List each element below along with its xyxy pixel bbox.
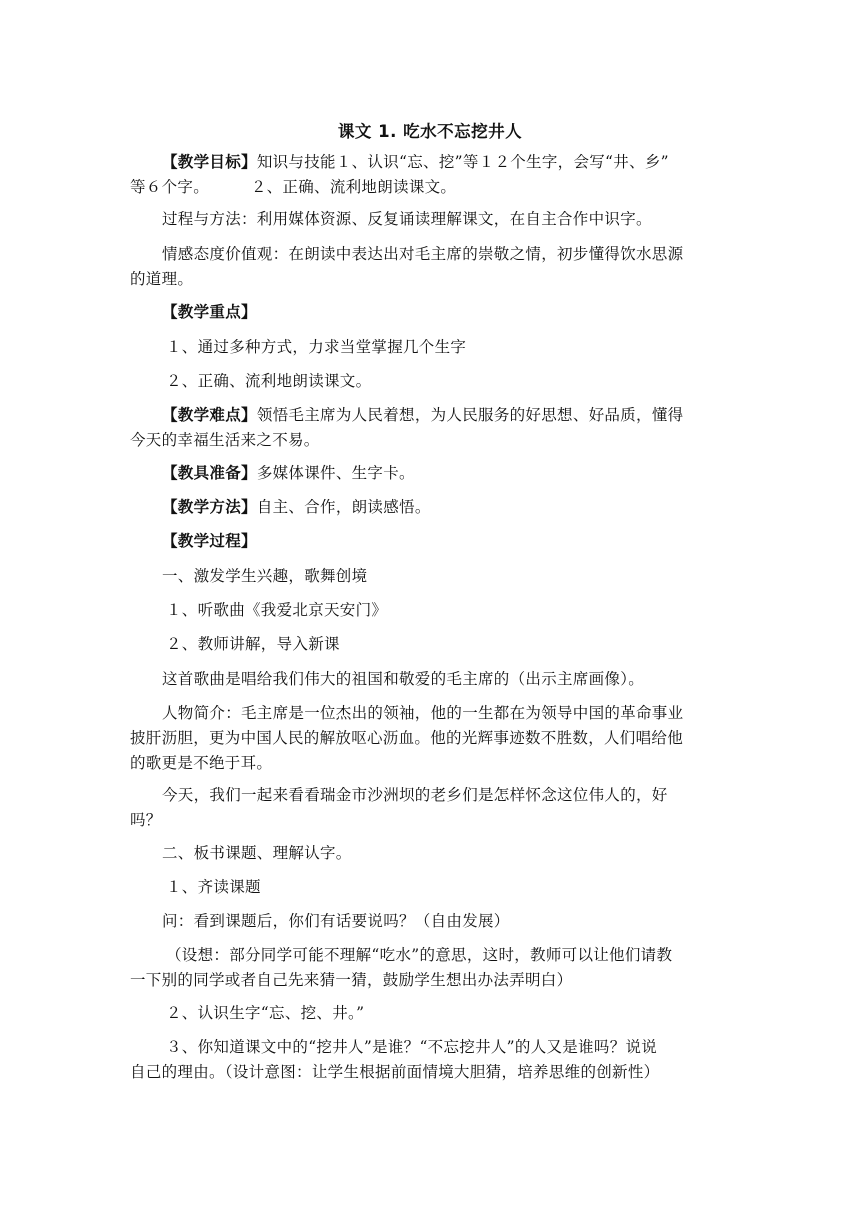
section-1-paragraph: 这首歌曲是唱给我们伟大的祖国和敬爱的毛主席的（出示主席画像）。 xyxy=(162,670,645,688)
assumption-text-1: （设想：部分同学可能不理解“吃水”的意思，这时，教师可以让他们请教 xyxy=(166,946,673,964)
biography-text-1: 人物简介：毛主席是一位杰出的领袖，他的一生都在为领导中国的革命事业 xyxy=(162,704,684,722)
teaching-goals-label: 【教学目标】 xyxy=(162,153,257,171)
teaching-tools xyxy=(130,461,732,486)
teaching-method-label: 【教学方法】 xyxy=(162,498,257,516)
assumption-text-2: 一下别的同学或者自己先来猜一猜，鼓励学生想出办法弄明白） xyxy=(130,971,573,989)
emotion-attitude-text-1: 情感态度价值观：在朗读中表达出对毛主席的崇敬之情，初步懂得饮水思源 xyxy=(162,245,684,263)
section-2-heading: 二、板书课题、理解认字。 xyxy=(162,844,352,862)
teaching-tools-text: 多媒体课件、生字卡。 xyxy=(256,464,415,482)
teaching-difficulty-label: 【教学难点】 xyxy=(162,406,257,424)
section-2-item-3 xyxy=(130,1035,732,1085)
section-2-item-1: １、齐读课题 xyxy=(166,878,261,896)
biography-text-2: 披肝沥胆，更为中国人民的解放呕心沥血。他的光辉事迹数不胜数，人们唱给他 xyxy=(130,729,684,747)
teaching-method-text: 自主、合作，朗读感悟。 xyxy=(256,498,431,516)
teaching-goals xyxy=(130,150,732,200)
emotion-attitude xyxy=(130,242,732,292)
section-2-question: 问：看到课题后，你们有话要说吗？（自由发展） xyxy=(162,912,510,930)
section-1-item-1: １、听歌曲《我爱北京天安门》 xyxy=(166,601,388,619)
today-text-2: 吗？ xyxy=(130,811,162,829)
section-1-heading: 一、激发学生兴趣，歌舞创境 xyxy=(162,567,368,585)
teaching-goals-text-2: 等６个字。 ２、正确、流利地朗读课文。 xyxy=(130,178,457,196)
teaching-difficulty-text-1: 领悟毛主席为人民着想，为人民服务的好思想、好品质，懂得 xyxy=(256,406,684,424)
key-point-2: ２、正确、流利地朗读课文。 xyxy=(166,372,372,390)
biography-text-3: 的歌更是不绝于耳。 xyxy=(130,754,273,772)
teaching-process-heading: 【教学过程】 xyxy=(162,532,257,550)
teaching-tools-label: 【教具准备】 xyxy=(162,464,257,482)
biography xyxy=(130,701,732,776)
teaching-difficulty xyxy=(130,403,732,453)
today-text-1: 今天，我们一起来看看瑞金市沙洲坝的老乡们是怎样怀念这位伟人的，好 xyxy=(162,786,668,804)
teaching-method xyxy=(130,495,732,520)
assumption-paragraph xyxy=(130,943,732,993)
section-2-item-3-text-1: ３、你知道课文中的“挖井人”是谁？“不忘挖井人”的人又是谁吗？说说 xyxy=(166,1038,658,1056)
process-method: 过程与方法：利用媒体资源、反复诵读理解课文，在自主合作中识字。 xyxy=(162,210,652,228)
lesson-title: 课文 1. 吃水不忘挖井人 xyxy=(337,122,523,141)
key-point-1: １、通过多种方式，力求当堂掌握几个生字 xyxy=(166,338,467,356)
emotion-attitude-text-2: 的道理。 xyxy=(130,270,194,288)
key-points-heading: 【教学重点】 xyxy=(162,303,257,321)
teaching-difficulty-text-2: 今天的幸福生活来之不易。 xyxy=(130,431,320,449)
today-paragraph xyxy=(130,783,732,833)
teaching-goals-text-1: 知识与技能１、认识“忘、挖”等１２个生字，会写“井、乡” xyxy=(256,153,669,171)
section-1-item-2: ２、教师讲解，导入新课 xyxy=(166,635,340,653)
section-2-item-3-text-2: 自己的理由。（设计意图：让学生根据前面情境大胆猜，培养思维的创新性） xyxy=(130,1063,660,1081)
section-2-item-2: ２、认识生字“忘、挖、井。” xyxy=(166,1004,365,1022)
